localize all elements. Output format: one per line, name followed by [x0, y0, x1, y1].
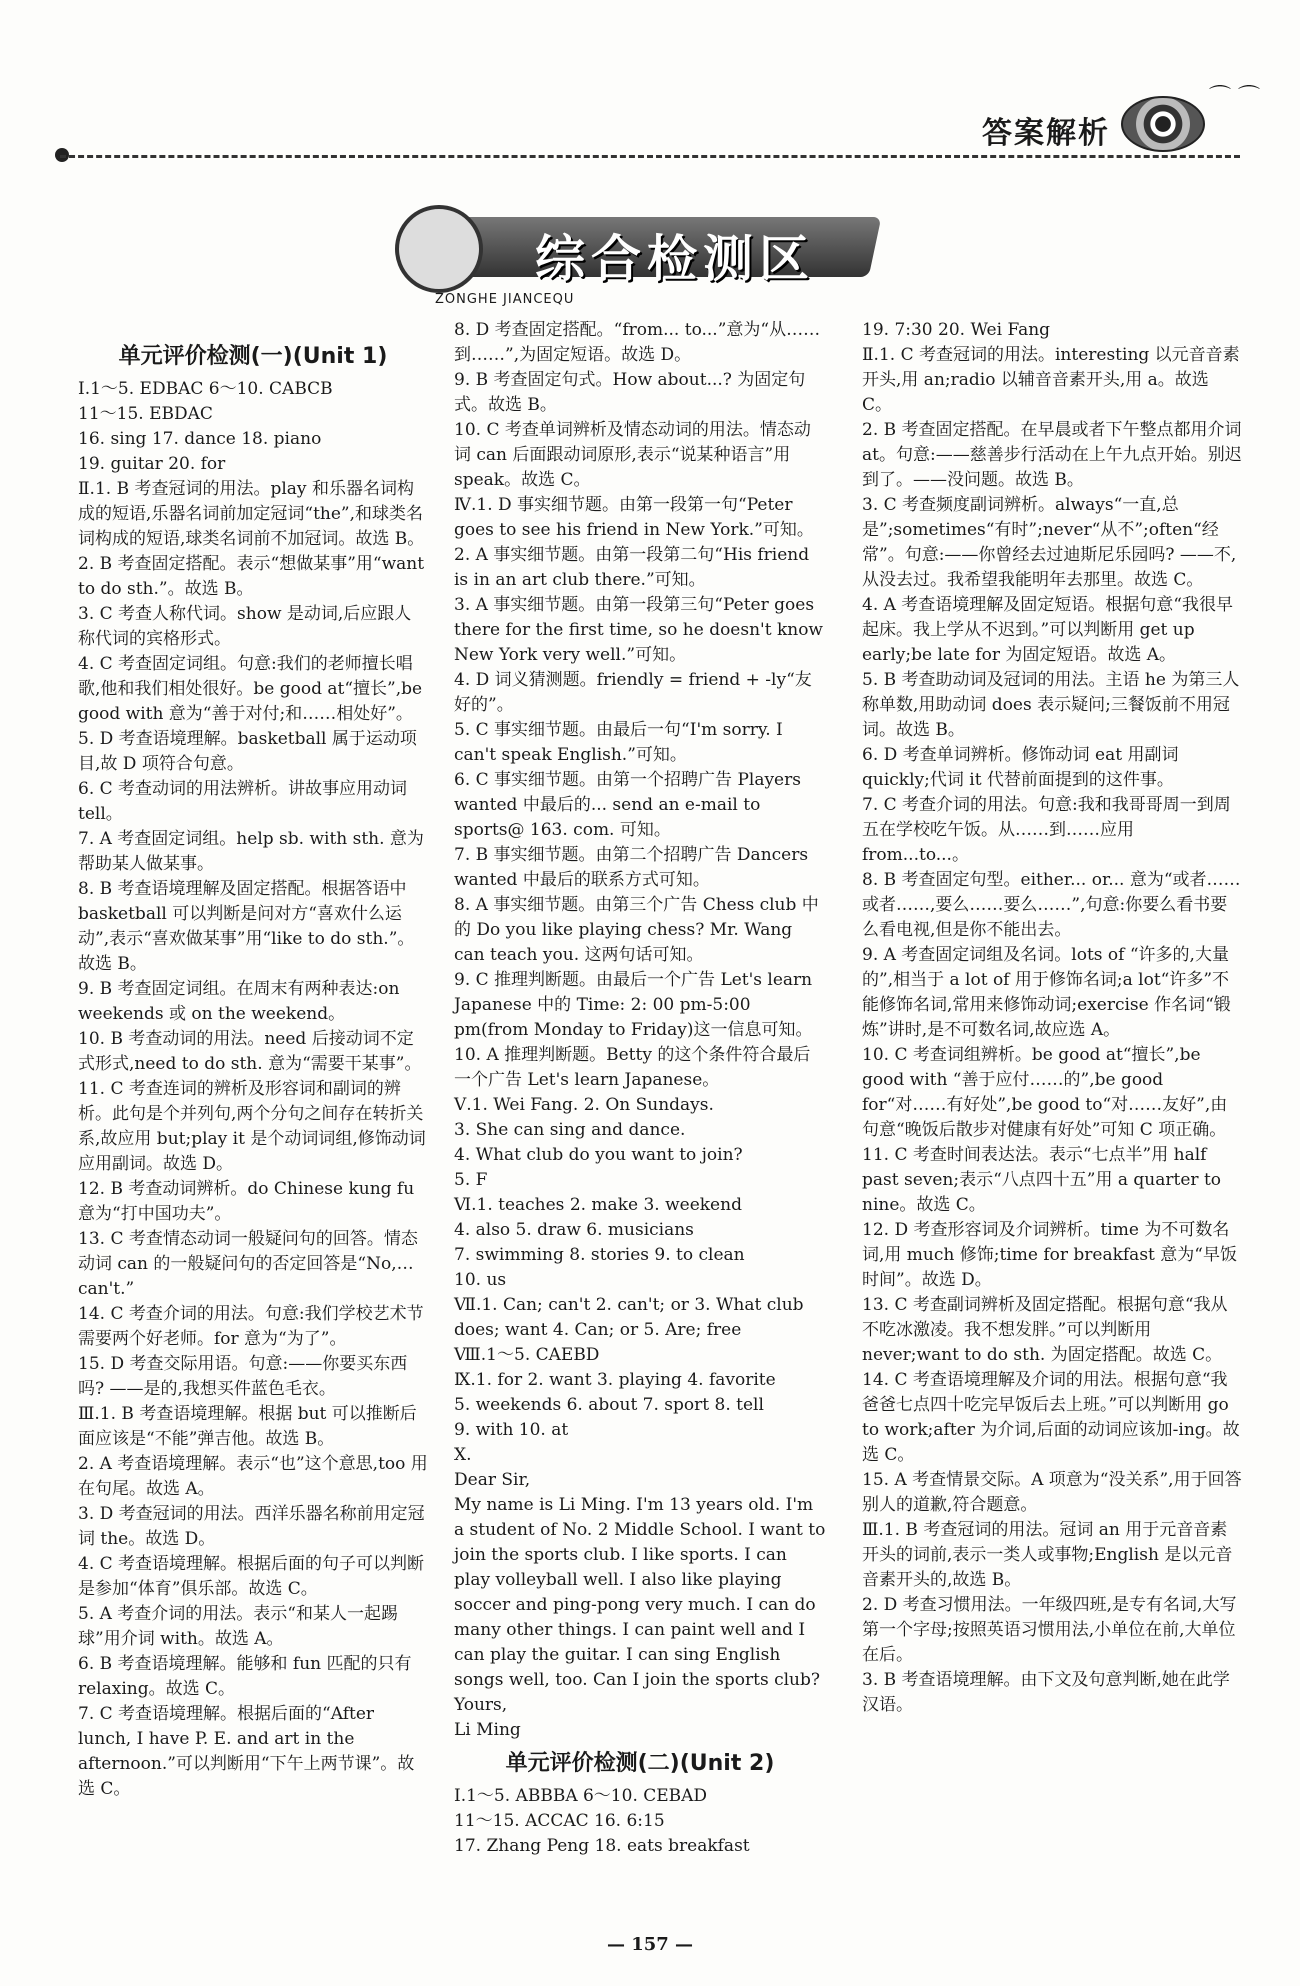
- answer-line: 11～15. EBDAC: [78, 404, 213, 424]
- answer-line: 13. C 考查副词辨析及固定搭配。根据句意“我从不吃冰激凌。我不想发胖。”可以判断用 never;want to do sth. 为固定搭配。故选 C。: [862, 1295, 1228, 1365]
- answer-line: 13. C 考查情态动词一般疑问句的回答。情态动词 can 的一般疑问句的否定回答是“No,… can't.”: [78, 1229, 418, 1299]
- answer-line: 8. A 事实细节题。由第三个广告 Chess club 中的 Do you like playing chess? Mr. Wang can teach you. 这两句话可知。: [454, 895, 819, 965]
- section-title-unit2: 单元评价检测(二)(Unit 2): [505, 1751, 775, 1776]
- answer-line: Ⅵ.1. teaches 2. make 3. weekend: [454, 1195, 742, 1215]
- page-number: — 157 —: [606, 1934, 694, 1955]
- column-middle: [454, 318, 826, 1859]
- student-avatar-icon: [395, 205, 483, 293]
- answer-line: Ⅹ.: [454, 1445, 472, 1465]
- answer-line: 5. F: [454, 1170, 488, 1190]
- answer-line: 10. us: [454, 1270, 507, 1290]
- answer-line: 16. sing 17. dance 18. piano: [78, 429, 322, 449]
- banner-title: 综合检测区: [535, 230, 815, 288]
- answer-line: 11. C 考查时间表达法。表示“七点半”用 half past seven;表示“八点四十五”用 a quarter to nine。故选 C。: [862, 1145, 1222, 1215]
- answer-line: 4. D 词义猜测题。friendly = friend + -ly“友好的”。: [454, 670, 812, 715]
- answer-line: 10. C 考查词组辨析。be good at“擅长”,be good with “善于应付……的”,be good for“对……有好处”,be good to“对……友好”,由句意“晚饭后散步对健康有好处”可知 C 项正确。: [862, 1045, 1228, 1140]
- answer-line: 3. C 考查人称代词。show 是动词,后应跟人称代词的宾格形式。: [78, 604, 412, 649]
- answer-list: [454, 1784, 826, 1859]
- answer-line: 6. B 考查语境理解。能够和 fun 匹配的只有 relaxing。故选 C。: [78, 1654, 412, 1699]
- answer-line: 5. A 考查介词的用法。表示“和某人一起踢球”用介词 with。故选 A。: [78, 1604, 398, 1649]
- answer-line: 6. C 事实细节题。由第一个招聘广告 Players wanted 中最后的... send an e-mail to sports@ 163. com. 可知。: [454, 770, 801, 840]
- answer-line: 15. D 考查交际用语。句意:——你要买东西吗? ——是的,我想买件蓝色毛衣。: [78, 1354, 408, 1399]
- banner-subtitle: ZONGHE JIANCEQU: [435, 292, 575, 307]
- answer-line: 2. B 考查固定搭配。在早晨或者下午整点都用介词 at。句意:——慈善步行活动在上午九点开始。别迟到了。——没问题。故选 B。: [862, 420, 1242, 490]
- answer-line: 3. A 事实细节题。由第一段第三句“Peter goes there for the first time, so he doesn't know New York very well.”可知。: [454, 595, 823, 665]
- answer-line: 3. C 考查频度副词辨析。always“一直,总是”;sometimes“有时”;never“从不”;often“经常”。句意:——你曾经去过迪斯尼乐园吗? ——不,从没去过。我希望我能明年去那里。故选 C。: [862, 495, 1237, 590]
- answer-line: 8. B 考查语境理解及固定搭配。根据答语中 basketball 可以判断是问对方“喜欢什么运动”,表示“喜欢做某事”用“like to do sth.”。故选 B。: [78, 879, 415, 974]
- answer-line: 10. C 考查单词辨析及情态动词的用法。情态动词 can 后面跟动词原形,表示“说某种语言”用 speak。故选 C。: [454, 420, 811, 490]
- answer-line: 10. A 推理判断题。Betty 的这个条件符合最后一个广告 Let's learn Japanese。: [454, 1045, 811, 1090]
- answer-line: 8. D 考查固定搭配。“from... to...”意为“从……到……”,为固定短语。故选 D。: [454, 320, 821, 365]
- answer-line: 9. C 推理判断题。由最后一个广告 Let's learn Japanese 中的 Time: 2: 00 pm-5:00 pm(from Monday to Friday)这一信息可知。: [454, 970, 813, 1040]
- answer-line: 3. She can sing and dance.: [454, 1120, 686, 1140]
- answer-line: 14. C 考查语境理解及介词的用法。根据句意“我爸爸七点四十吃完早饭后去上班。”可以判断用 go to work;after 为介词,后面的动词应该加-ing。故选 C。: [862, 1370, 1240, 1465]
- answer-line: Ⅱ.1. B 考查冠词的用法。play 和乐器名词构成的短语,乐器名词前加定冠词“the”,和球类名词构成的短语,球类名词前不加冠词。故选 B。: [78, 479, 425, 549]
- answer-line: Ⅶ.1. Can; can't 2. can't; or 3. What club does; want 4. Can; or 5. Are; free: [454, 1295, 804, 1340]
- answer-line: 2. A 事实细节题。由第一段第二句“His friend is in an art club there.”可知。: [454, 545, 810, 590]
- answer-line: Ⅴ.1. Wei Fang. 2. On Sundays.: [454, 1095, 714, 1115]
- answer-line: Ⅱ.1. C 考查冠词的用法。interesting 以元音音素开头,用 an;radio 以辅音音素开头,用 a。故选 C。: [862, 345, 1240, 415]
- answer-line: 9. B 考查固定词组。在周末有两种表达:on weekends 或 on the weekend。: [78, 979, 400, 1024]
- answer-line: 11. C 考查连词的辨析及形容词和副词的辨析。此句是个并列句,两个分句之间存在转折关系,故应用 but;play it 是个动词词组,修饰动词应用副词。故选 D。: [78, 1079, 426, 1174]
- column-right: [862, 318, 1242, 1718]
- answer-line: Yours,: [454, 1695, 508, 1715]
- answer-line: 19. 7:30 20. Wei Fang: [862, 320, 1051, 340]
- answer-line: 17. Zhang Peng 18. eats breakfast: [454, 1836, 750, 1856]
- answer-line: 9. A 考查固定词组及名词。lots of “许多的,大量的”,相当于 a lot of 用于修饰名词;a lot“许多”不能修饰名词,常用来修饰动词;exercise 作名词“锻炼”讲时,是不可数名词,故应选 A。: [862, 945, 1231, 1040]
- answer-line: 10. B 考查动词的用法。need 后接动词不定式形式,need to do sth. 意为“需要干某事”。: [78, 1029, 422, 1074]
- answer-line: Ⅲ.1. B 考查冠词的用法。冠词 an 用于元音音素开头的词前,表示一类人或事物;English 是以元音音素开头的,故选 B。: [862, 1520, 1233, 1590]
- answer-line: 2. D 考查习惯用法。一年级四班,是专有名词,大写第一个字母;按照英语习惯用法,小单位在前,大单位在后。: [862, 1595, 1237, 1665]
- answer-line: 9. with 10. at: [454, 1420, 569, 1440]
- answer-line: Ⅷ.1～5. CAEBD: [454, 1345, 600, 1365]
- answer-line: 4. What club do you want to join?: [454, 1145, 743, 1165]
- answer-line: 5. weekends 6. about 7. sport 8. tell: [454, 1395, 764, 1415]
- answer-line: 12. B 考查动词辨析。do Chinese kung fu 意为“打中国功夫”。: [78, 1179, 415, 1224]
- answer-line: Ⅸ.1. for 2. want 3. playing 4. favorite: [454, 1370, 776, 1390]
- answer-line: 7. B 事实细节题。由第二个招聘广告 Dancers wanted 中最后的联系方式可知。: [454, 845, 809, 890]
- answer-line: Ⅳ.1. D 事实细节题。由第一段第一句“Peter goes to see his friend in New York.”可知。: [454, 495, 814, 540]
- eye-logo-icon: [1121, 96, 1205, 152]
- answer-line: 7. swimming 8. stories 9. to clean: [454, 1245, 745, 1265]
- answer-line: Ⅰ.1～5. ABBBA 6～10. CEBAD: [454, 1786, 708, 1806]
- answer-line: Li Ming: [454, 1720, 521, 1740]
- answer-line: Ⅲ.1. B 考查语境理解。根据 but 可以推断后面应该是“不能”弹吉他。故选 B。: [78, 1404, 417, 1449]
- answer-line: My name is Li Ming. I'm 13 years old. I'm a student of No. 2 Middle School. I want to join the sports club. I like sports. I can play volleyball well. I also like playing soccer and ping-pong very much. I can do many other things. I can paint well and I can play the guitar. I can sing English songs well, too. Can I join the sports club?: [454, 1495, 826, 1690]
- answer-line: 5. D 考查语境理解。basketball 属于运动项目,故 D 项符合句意。: [78, 729, 417, 774]
- answer-list: [862, 318, 1242, 1718]
- dotted-divider: [60, 155, 1240, 158]
- answer-line: 8. B 考查固定句型。either... or... 意为“或者……或者……,要么……要么……”,句意:你要么看书要么看电视,但是你不能出去。: [862, 870, 1241, 940]
- answer-line: 11～15. ACCAC 16. 6:15: [454, 1811, 665, 1831]
- birds-icon: ⌒ ⌒: [1209, 85, 1260, 110]
- answer-line: 9. B 考查固定句式。How about...? 为固定句式。故选 B。: [454, 370, 806, 415]
- answer-line: 14. C 考查介词的用法。句意:我们学校艺术节需要两个好老师。for 意为“为了”。: [78, 1304, 424, 1349]
- answer-line: 5. B 考查助动词及冠词的用法。主语 he 为第三人称单数,用助动词 does 表示疑问;三餐饭前不用冠词。故选 B。: [862, 670, 1240, 740]
- answer-line: 3. D 考查冠词的用法。西洋乐器名称前用定冠词 the。故选 D。: [78, 1504, 425, 1549]
- answer-line: 3. B 考查语境理解。由下文及句意判断,她在此学汉语。: [862, 1670, 1230, 1715]
- answer-line: 5. C 事实细节题。由最后一句“I'm sorry. I can't speak English.”可知。: [454, 720, 783, 765]
- answer-line: 7. C 考查语境理解。根据后面的“After lunch, I have P. E. and art in the afternoon.”可以判断用“下午上两节课”。故选 C。: [78, 1704, 415, 1799]
- answer-line: 2. B 考查固定搭配。表示“想做某事”用“want to do sth.”。故选 B。: [78, 554, 425, 599]
- answer-line: 4. C 考查语境理解。根据后面的句子可以判断是参加“体育”俱乐部。故选 C。: [78, 1554, 425, 1599]
- answer-list: [454, 318, 826, 1743]
- answer-line: 15. A 考查情景交际。A 项意为“没关系”,用于回答别人的道歉,符合题意。: [862, 1470, 1242, 1515]
- answer-line: 12. D 考查形容词及介词辨析。time 为不可数名词,用 much 修饰;time for breakfast 意为“早饭时间”。故选 D。: [862, 1220, 1237, 1290]
- answer-line: 4. A 考查语境理解及固定短语。根据句意“我很早起床。我上学从不迟到。”可以判断用 get up early;be late for 为固定短语。故选 A。: [862, 595, 1233, 665]
- answer-line: Dear Sir,: [454, 1470, 531, 1490]
- header-title: 答案解析: [982, 116, 1110, 151]
- answer-line: 4. also 5. draw 6. musicians: [454, 1220, 694, 1240]
- answer-line: Ⅰ.1～5. EDBAC 6～10. CABCB: [78, 379, 333, 399]
- answer-line: 6. D 考查单词辨析。修饰动词 eat 用副词 quickly;代词 it 代替前面提到的这件事。: [862, 745, 1179, 790]
- answer-line: 2. A 考查语境理解。表示“也”这个意思,too 用在句尾。故选 A。: [78, 1454, 428, 1499]
- answer-line: 7. A 考查固定词组。help sb. with sth. 意为帮助某人做某事。: [78, 829, 424, 874]
- section-banner: [395, 205, 890, 287]
- section-title-unit1: 单元评价检测(一)(Unit 1): [118, 344, 388, 369]
- answer-line: 7. C 考查介词的用法。句意:我和我哥哥周一到周五在学校吃午饭。从……到……应用 from...to...。: [862, 795, 1231, 865]
- answer-line: 6. C 考查动词的用法辨析。讲故事应用动词 tell。: [78, 779, 408, 824]
- answer-line: 19. guitar 20. for: [78, 454, 226, 474]
- answer-list: [78, 377, 428, 1802]
- column-left: [78, 336, 428, 1802]
- answer-line: 4. C 考查固定词组。句意:我们的老师擅长唱歌,他和我们相处很好。be good at“擅长”,be good with 意为“善于对付;和……相处好”。: [78, 654, 423, 724]
